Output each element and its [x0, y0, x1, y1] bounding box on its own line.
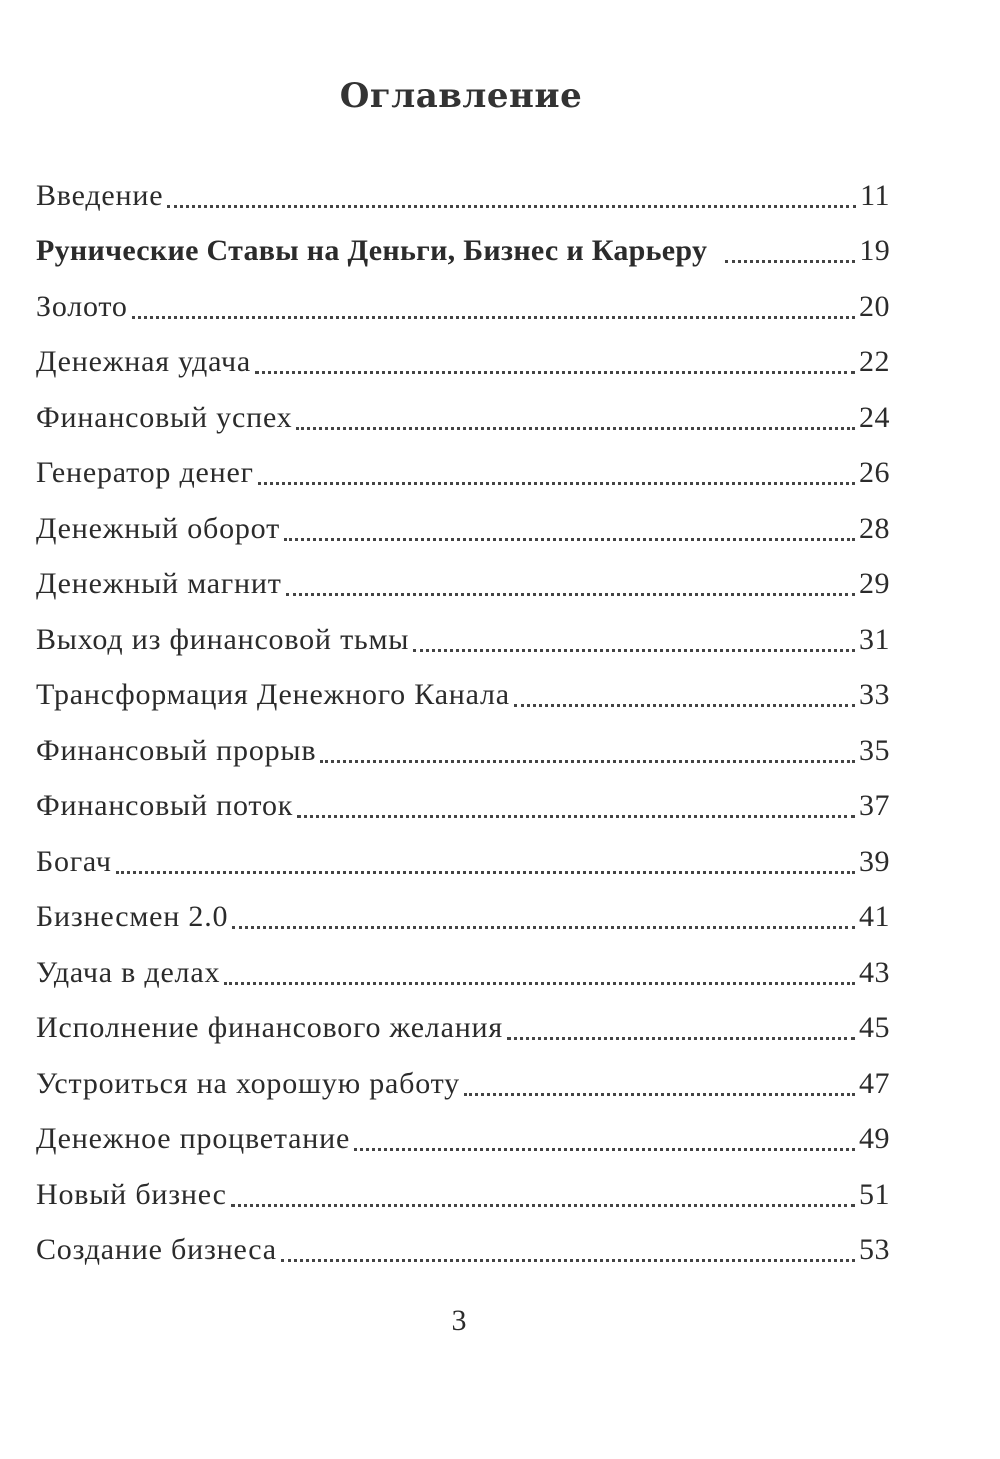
toc-entry-title: Исполнение финансового желания	[36, 1011, 503, 1045]
dot-leader	[296, 426, 855, 430]
toc-entry-page: 53	[859, 1233, 890, 1267]
toc-entry-page: 51	[859, 1177, 890, 1211]
dot-leader	[231, 1203, 855, 1207]
dot-leader	[286, 592, 855, 596]
toc-entry-page: 37	[859, 789, 890, 823]
toc-entry-title: Финансовый поток	[36, 789, 294, 823]
dot-leader	[116, 870, 855, 874]
toc-entry	[36, 1001, 890, 1057]
dot-leader	[297, 814, 855, 818]
table-of-contents	[36, 168, 890, 1278]
toc-entry-title: Денежный оборот	[36, 511, 280, 545]
toc-entry-title: Генератор денег	[36, 456, 254, 490]
dot-leader	[255, 370, 855, 374]
toc-entry	[36, 168, 890, 224]
toc-entry	[36, 668, 890, 724]
toc-entry-title: Денежная удача	[36, 345, 252, 379]
toc-entry-title: Денежное процветание	[36, 1122, 351, 1156]
toc-entry-page: 43	[859, 955, 890, 989]
dot-leader	[725, 259, 855, 263]
toc-entry	[36, 557, 890, 613]
toc-entry-page: 49	[859, 1122, 890, 1156]
dot-leader	[258, 481, 855, 485]
toc-entry-title: Введение	[36, 178, 164, 212]
dot-leader	[224, 981, 855, 985]
toc-entry-title: Финансовый успех	[36, 400, 293, 434]
toc-entry	[36, 446, 890, 502]
toc-entry-title: Золото	[36, 289, 128, 323]
toc-entry	[36, 723, 890, 779]
dot-leader	[132, 315, 855, 319]
toc-entry-page: 19	[859, 234, 890, 268]
toc-entry	[36, 612, 890, 668]
toc-entry-title: Устроиться на хорошую работу	[36, 1066, 460, 1100]
toc-entry	[36, 890, 890, 946]
toc-entry-title: Богач	[36, 844, 112, 878]
toc-entry	[36, 335, 890, 391]
page-title: Оглавление	[339, 76, 583, 116]
dot-leader	[413, 648, 855, 652]
dot-leader	[284, 537, 855, 541]
toc-entry-page: 45	[859, 1011, 890, 1045]
toc-entry	[36, 501, 890, 557]
toc-entry-page: 33	[859, 678, 890, 712]
toc-entry-page: 29	[859, 567, 890, 601]
dot-leader	[354, 1147, 855, 1151]
dot-leader	[514, 703, 855, 707]
toc-entry-page: 39	[859, 844, 890, 878]
toc-entry	[36, 779, 890, 835]
toc-entry-page: 11	[860, 178, 890, 212]
dot-leader	[464, 1092, 855, 1096]
toc-entry-title: Рунические Ставы на Деньги, Бизнес и Карьеру	[36, 234, 708, 268]
toc-entry	[36, 834, 890, 890]
toc-entry-title: Финансовый прорыв	[36, 733, 317, 767]
toc-entry-page: 22	[859, 345, 890, 379]
toc-entry-title: Создание бизнеса	[36, 1233, 277, 1267]
toc-entry-page: 26	[859, 456, 890, 490]
toc-section-heading	[36, 224, 890, 280]
toc-entry	[36, 1112, 890, 1168]
toc-entry	[36, 945, 890, 1001]
dot-leader	[281, 1258, 855, 1262]
page-number: 3	[451, 1304, 467, 1337]
toc-entry-page: 41	[859, 900, 890, 934]
toc-entry-title: Бизнесмен 2.0	[36, 900, 229, 934]
toc-entry-page: 35	[859, 733, 890, 767]
dot-leader	[232, 925, 855, 929]
toc-entry-title: Денежный магнит	[36, 567, 282, 601]
toc-entry-page: 24	[859, 400, 890, 434]
toc-entry-title: Трансформация Денежного Канала	[36, 678, 510, 712]
dot-leader	[507, 1036, 855, 1040]
toc-entry-page: 28	[859, 511, 890, 545]
dot-leader	[320, 759, 855, 763]
toc-entry-title: Новый бизнес	[36, 1177, 227, 1211]
toc-entry	[36, 1223, 890, 1279]
toc-entry-title: Удача в делах	[36, 955, 221, 989]
toc-entry	[36, 1167, 890, 1223]
toc-entry-page: 47	[859, 1066, 890, 1100]
toc-entry	[36, 390, 890, 446]
toc-entry	[36, 279, 890, 335]
toc-entry-page: 31	[859, 622, 890, 656]
toc-entry	[36, 1056, 890, 1112]
toc-entry-page: 20	[859, 289, 890, 323]
dot-leader	[167, 204, 856, 208]
toc-entry-title: Выход из финансовой тьмы	[36, 622, 410, 656]
